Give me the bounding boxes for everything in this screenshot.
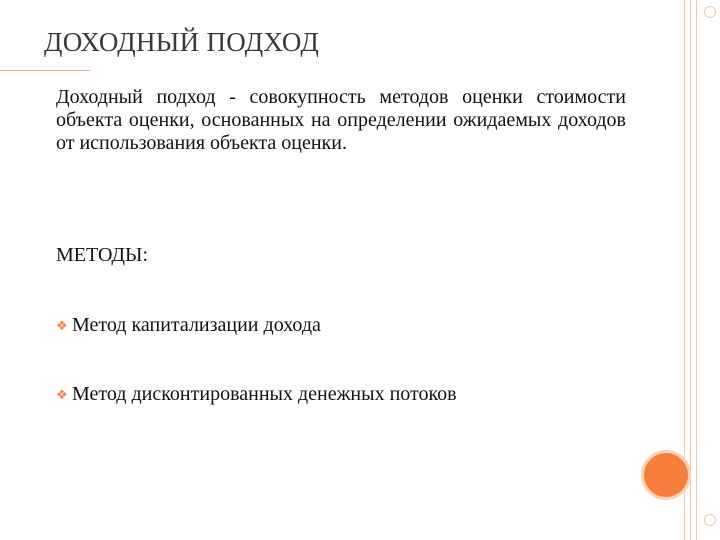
method-label: Метод дисконтированных денежных потоков [72,383,457,405]
list-item [56,383,457,406]
definition-text: Доходный подход - совокупность методов оценки стоимости объекта оценки, основанных на определении ожидаемых доходов от использования объекта оценки. [56,86,626,154]
diamond-bullet-icon: ❖ [56,317,68,333]
method-label: Метод капитализации дохода [72,314,321,336]
methods-heading: МЕТОДЫ: [56,244,149,266]
diamond-bullet-icon: ❖ [56,386,68,402]
decorative-circle-icon [704,514,716,526]
frame-line [696,0,697,540]
title-underline [0,70,90,71]
slide-title: ДОХОДНЫЙ ПОДХОД [44,27,320,57]
decorative-circle-icon [704,6,716,18]
accent-circle-icon [641,450,691,500]
list-item [56,314,321,337]
frame-line [690,0,691,540]
